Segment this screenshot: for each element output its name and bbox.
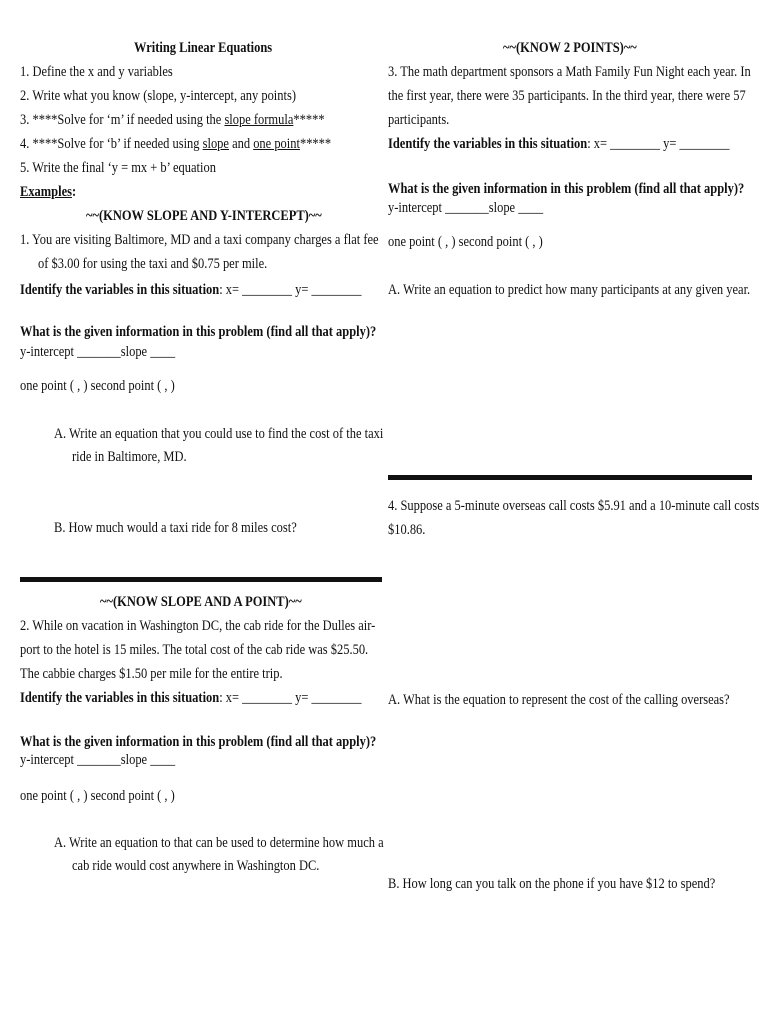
step-4	[20, 134, 331, 154]
problem-4-line-1: 4. Suppose a 5-minute overseas call costs $5.91 and a 10-minute call costs	[388, 498, 760, 514]
problem-1-part-b: B. How much would a taxi ride for 8 miles cost?	[54, 520, 297, 536]
step-4-and: and	[228, 136, 254, 152]
problem-2-part-a-line-2: cab ride would cost anywhere in Washington DC.	[72, 858, 320, 874]
step-2: 2. Write what you know (slope, y-intercept, any points)	[20, 88, 296, 104]
problem-3-given-line: y-intercept _______slope ____	[388, 200, 544, 216]
section-know-slope-point-header: ~~(KNOW SLOPE AND A POINT)~~	[100, 594, 302, 610]
problem-2-line-3: The cabbie charges $1.50 per mile for the entire trip.	[20, 666, 283, 682]
step-1: 1. Define the x and y variables	[20, 64, 173, 80]
step-5: 5. Write the final ‘y = mx + b’ equation	[20, 160, 216, 176]
worksheet-title: Writing Linear Equations	[134, 40, 273, 56]
problem-3-identify	[388, 134, 729, 154]
step-4-text: 4. ****Solve for ‘b’ if needed using	[20, 136, 200, 152]
problem-1-line-2: of $3.00 for using the taxi and $0.75 per mile.	[38, 256, 268, 272]
problem-1-given-line: y-intercept _______slope ____	[20, 344, 176, 360]
problem-1-points-line: one point ( , ) second point ( , )	[20, 378, 175, 394]
problem-2-points-line: one point ( , ) second point ( , )	[20, 788, 175, 804]
problem-4-line-2: $10.86.	[388, 522, 426, 538]
problem-1-part-a-line-2: ride in Baltimore, MD.	[72, 449, 187, 465]
step-4-stars: *****	[299, 136, 332, 152]
step-3-text: 3. ****Solve for ‘m’ if needed using the	[20, 112, 225, 128]
problem-1-identify	[20, 280, 361, 300]
problem-3-given-question: What is the given information in this problem (find all that apply)?	[388, 181, 745, 197]
identify-blanks: : x= ________ y= ________	[219, 690, 362, 706]
problem-3-part-a: A. Write an equation to predict how many participants at any given year.	[388, 282, 751, 298]
step-3	[20, 110, 325, 130]
problem-3-line-1: 3. The math department sponsors a Math Family Fun Night each year. In	[388, 64, 751, 80]
problem-2-identify	[20, 688, 361, 708]
problem-2-line-1: 2. While on vacation in Washington DC, the cab ride for the Dulles air-	[20, 618, 376, 634]
identify-blanks: : x= ________ y= ________	[587, 136, 730, 152]
examples-label-text: Examples	[20, 184, 72, 200]
problem-3-line-3: participants.	[388, 112, 450, 128]
problem-2-line-2: port to the hotel is 15 miles. The total cost of the cab ride was $25.50.	[20, 642, 369, 658]
section-know-two-points-header: ~~(KNOW 2 POINTS)~~	[503, 40, 637, 56]
identify-label: Identify the variables in this situation	[388, 136, 588, 152]
problem-1-given-question: What is the given information in this problem (find all that apply)?	[20, 324, 377, 340]
problem-4-part-b: B. How long can you talk on the phone if you have $12 to spend?	[388, 876, 716, 892]
step-4-slope: slope	[202, 136, 229, 152]
identify-label: Identify the variables in this situation	[20, 282, 220, 298]
examples-label	[20, 182, 76, 202]
identify-blanks: : x= ________ y= ________	[219, 282, 362, 298]
slope-formula-text: slope formula	[224, 112, 294, 128]
section-know-slope-intercept-header: ~~(KNOW SLOPE AND Y-INTERCEPT)~~	[86, 208, 322, 224]
problem-3-line-2: the first year, there were 35 participants. In the third year, there were 57	[388, 88, 746, 104]
step-3-stars: *****	[293, 112, 325, 128]
problem-3-points-line: one point ( , ) second point ( , )	[388, 234, 543, 250]
identify-label: Identify the variables in this situation	[20, 690, 220, 706]
problem-4-part-a: A. What is the equation to represent the cost of the calling overseas?	[388, 692, 730, 708]
divider-rule-right	[388, 475, 752, 480]
problem-2-given-question: What is the given information in this problem (find all that apply)?	[20, 734, 377, 750]
problem-1-part-a-line-1: A. Write an equation that you could use to find the cost of the taxi	[54, 426, 384, 442]
problem-1-line-1: 1. You are visiting Baltimore, MD and a taxi company charges a flat fee	[20, 232, 379, 248]
problem-2-part-a-line-1: A. Write an equation to that can be used to determine how much a	[54, 835, 384, 851]
examples-colon: :	[71, 184, 77, 200]
step-4-point: one point	[253, 136, 300, 152]
problem-2-given-line: y-intercept _______slope ____	[20, 752, 176, 768]
divider-rule-left	[20, 577, 382, 582]
